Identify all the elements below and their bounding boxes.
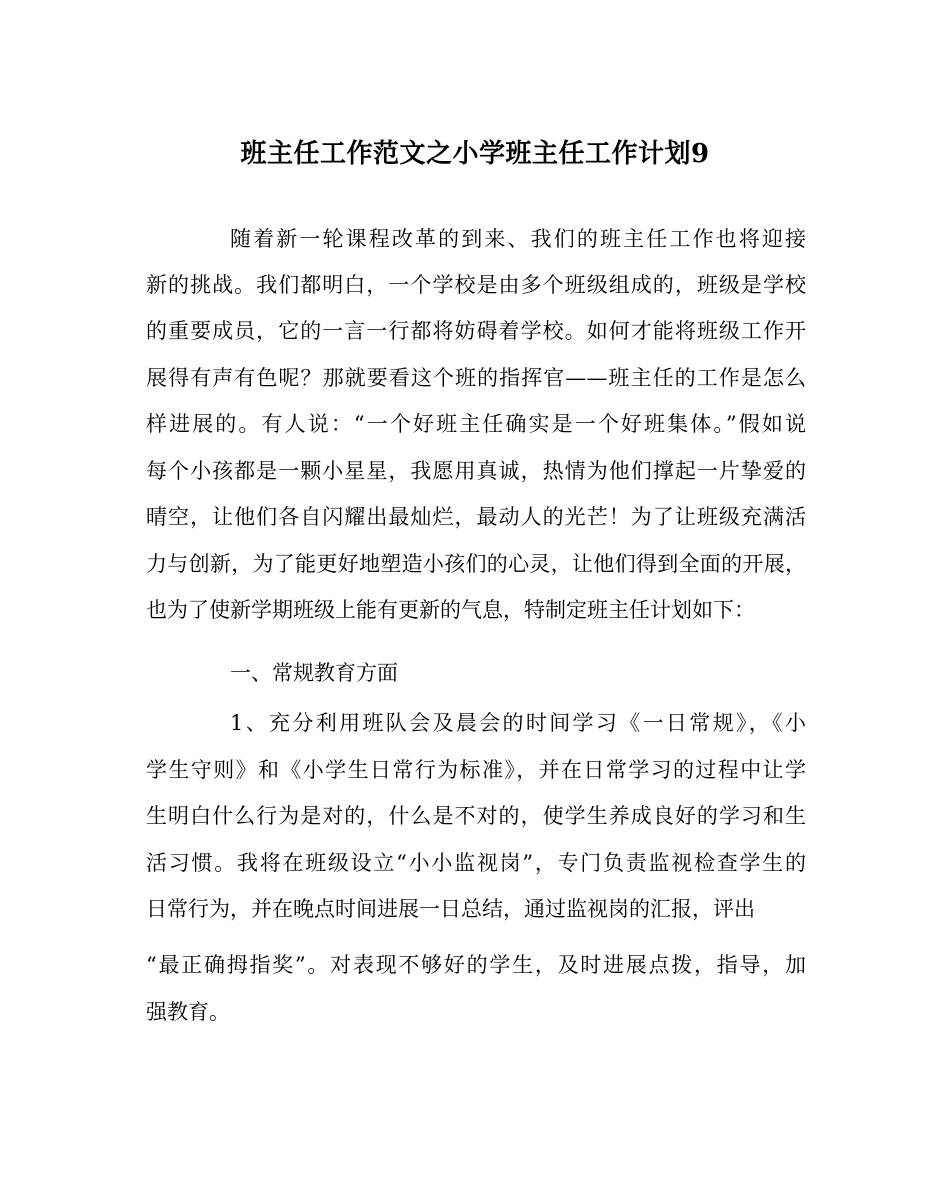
section-heading: 一、常规教育方面 xyxy=(230,661,398,685)
paragraph-line: “最正确拇指奖”。对表现不够好的学生，及时进展点拨，指导，加 xyxy=(146,953,806,977)
paragraph-line: 日常行为，并在晚点时间进展一日总结，通过监视岗的汇报，评出 xyxy=(146,897,755,921)
paragraph-line: 活习惯。我将在班级设立“小小监视岗”，专门负责监视检查学生的 xyxy=(146,851,806,875)
paragraph-line: 展得有声有色呢？那就要看这个班的指挥官——班主任的工作是怎么 xyxy=(146,366,806,390)
paragraph-line: 力与创新，为了能更好地塑造小孩们的心灵，让他们得到全面的开展， xyxy=(146,552,806,576)
paragraph-line: 生明白什么行为是对的，什么是不对的，使学生养成良好的学习和生 xyxy=(146,804,806,828)
paragraph-line: 晴空，让他们各自闪耀出最灿烂，最动人的光芒！为了让班级充满活 xyxy=(146,505,806,529)
paragraph-line: 随着新一轮课程改革的到来、我们的班主任工作也将迎接 xyxy=(230,227,806,251)
paragraph-line: 也为了使新学期班级上能有更新的气息，特制定班主任计划如下： xyxy=(146,598,755,622)
document-title: 班主任工作范文之小学班主任工作计划9 xyxy=(240,139,710,169)
paragraph-line: 学生守则》和《小学生日常行为标准》，并在日常学习的过程中让学 xyxy=(146,758,806,782)
paragraph-line: 新的挑战。我们都明白，一个学校是由多个班级组成的，班级是学校 xyxy=(146,273,806,297)
paragraph-line: 样进展的。有人说：“一个好班主任确实是一个好班集体。”假如说 xyxy=(146,412,806,436)
paragraph-line: 1、充分利用班队会及晨会的时间学习《一日常规》，《小 xyxy=(230,711,806,735)
paragraph-line: 每个小孩都是一颗小星星，我愿用真诚，热情为他们撑起一片挚爱的 xyxy=(146,459,806,483)
paragraph-line: 强教育。 xyxy=(146,1000,230,1024)
paragraph-line: 的重要成员，它的一言一行都将妨碍着学校。如何才能将班级工作开 xyxy=(146,319,806,343)
